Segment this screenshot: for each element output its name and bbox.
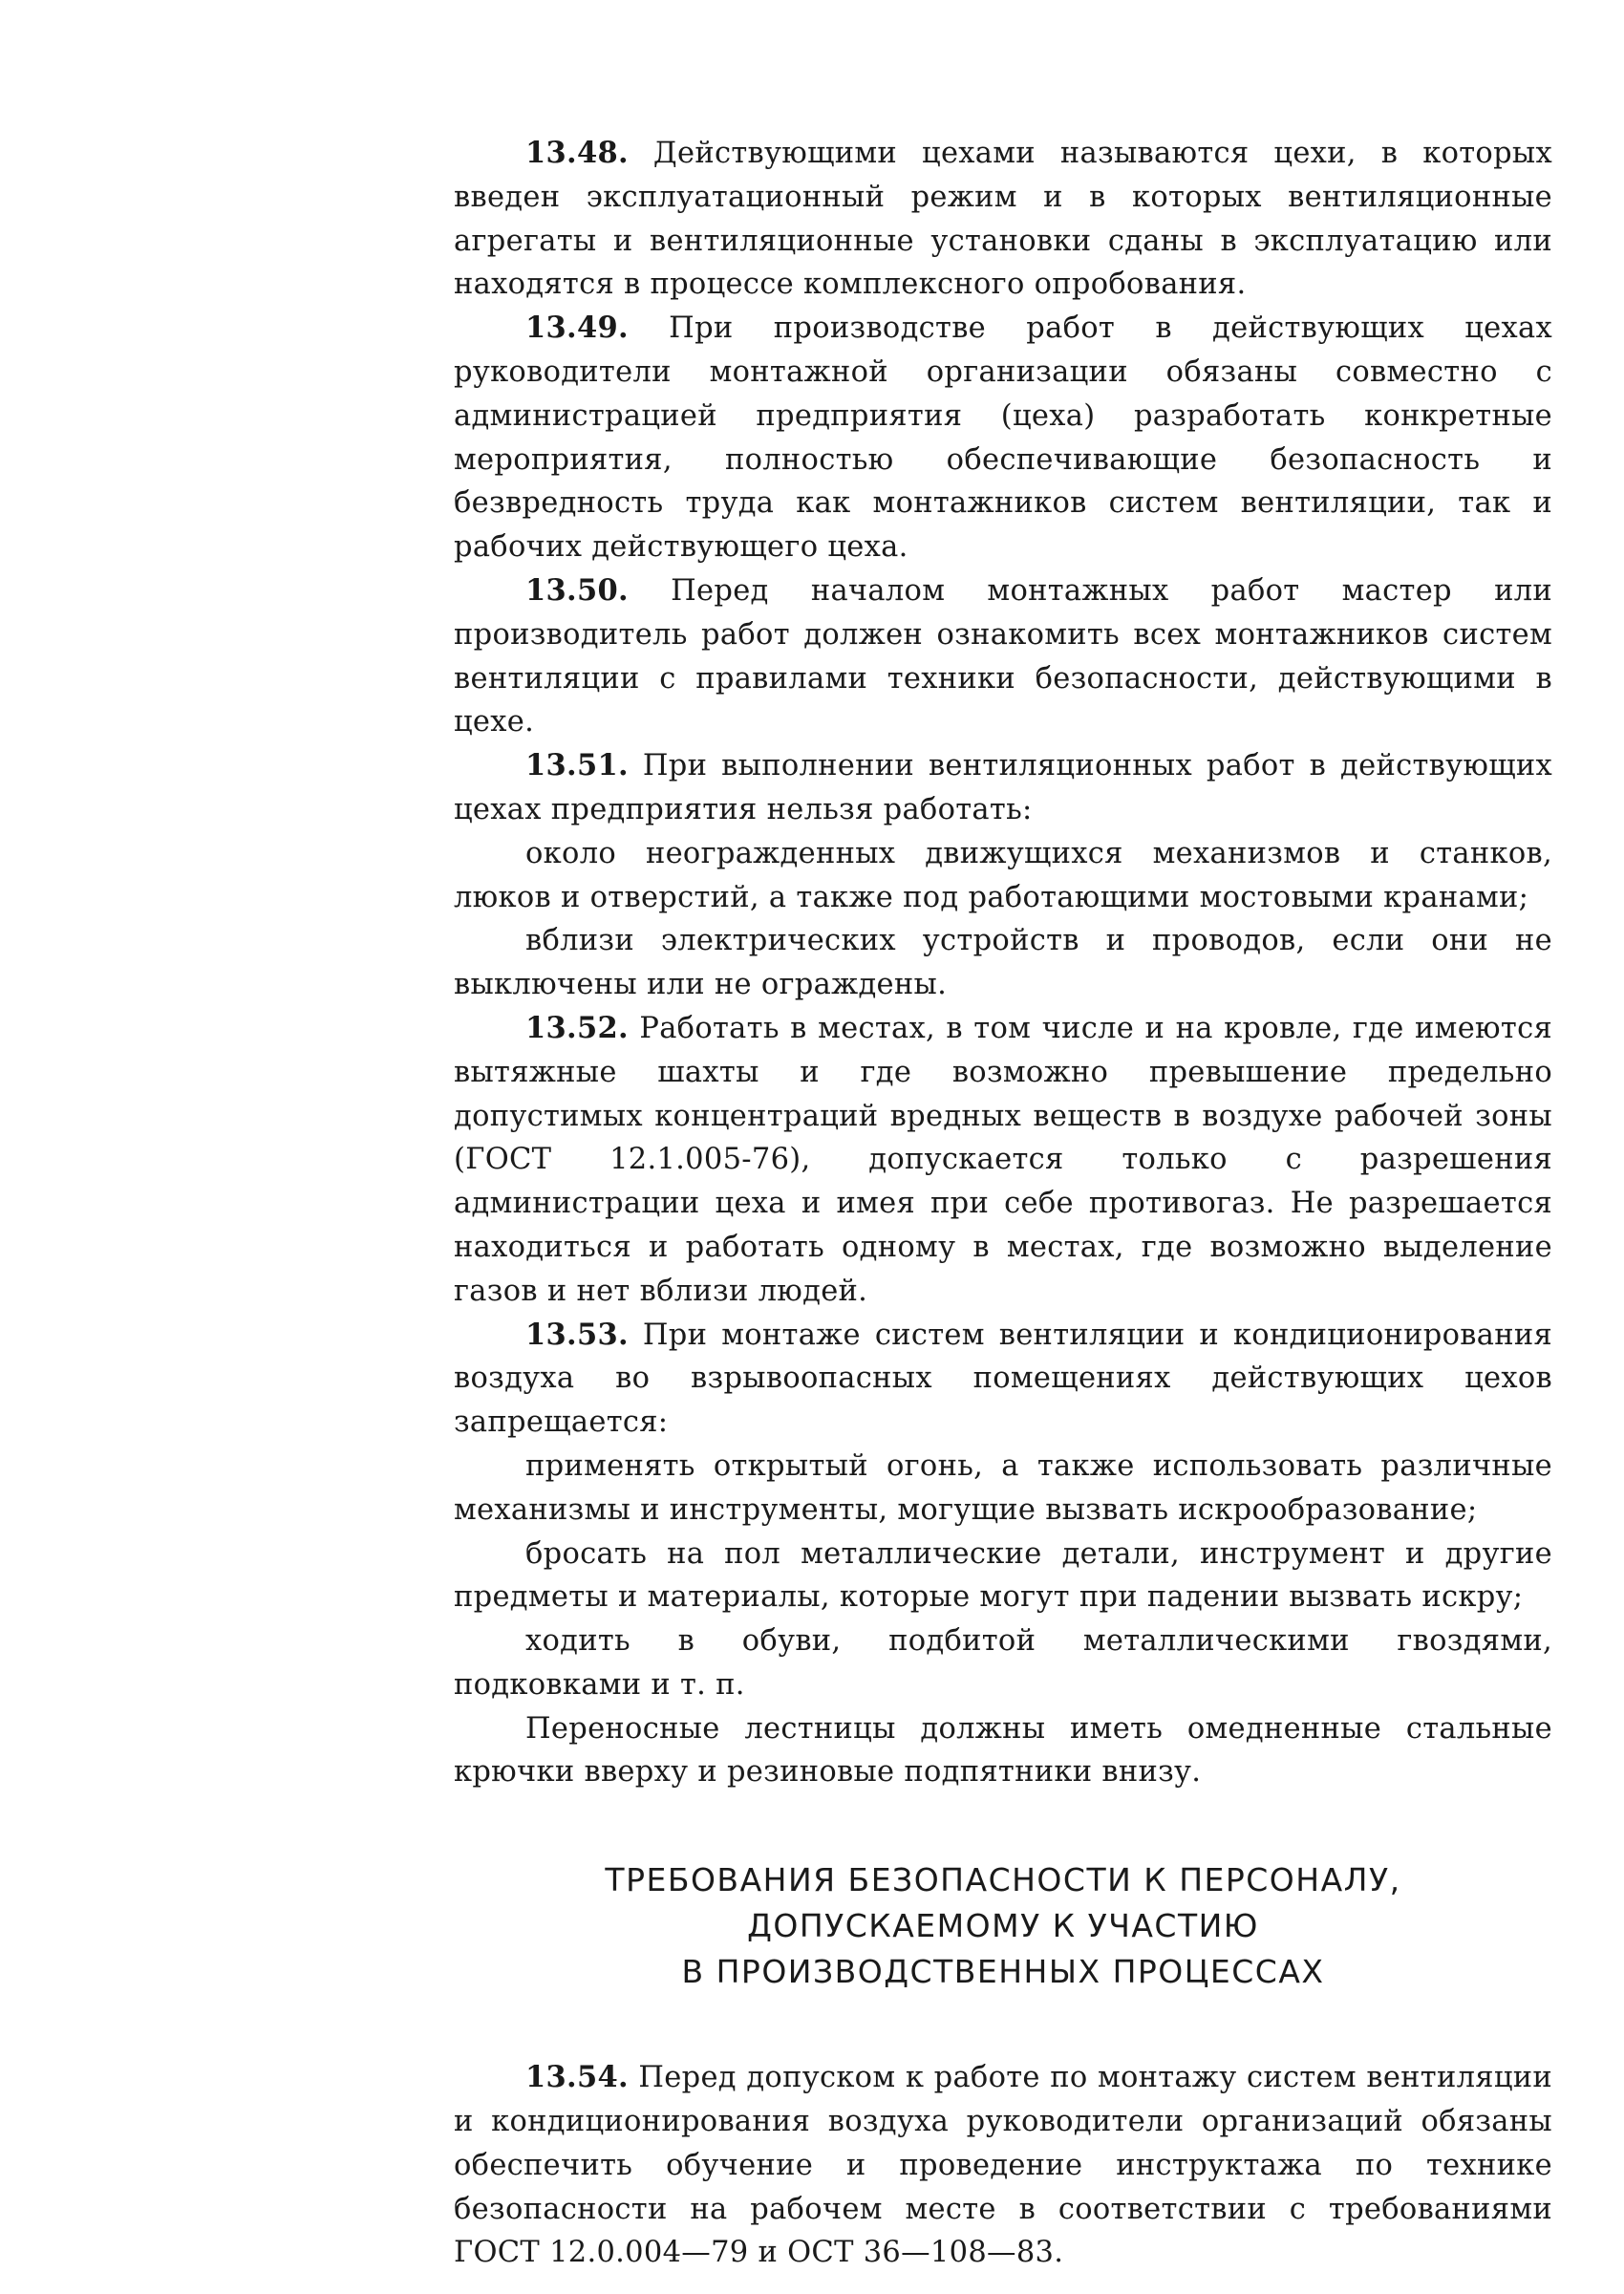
paragraph-number: 13.52. bbox=[525, 1010, 629, 1045]
paragraph-number: 13.50. bbox=[525, 572, 629, 608]
document-body bbox=[454, 132, 1552, 2275]
paragraph-13-51 bbox=[454, 744, 1552, 832]
paragraph-13-54 bbox=[454, 2056, 1552, 2275]
heading-line-1: ТРЕБОВАНИЯ БЕЗОПАСНОСТИ К ПЕРСОНАЛУ, bbox=[605, 1861, 1401, 1899]
paragraph-13-53 bbox=[454, 1314, 1552, 1445]
paragraph-text: Перед началом монтажных работ мастер или производитель работ должен ознакомить всех монтажников систем вентиляции с правилами техники безопасности, действующими в цехе. bbox=[454, 573, 1552, 740]
heading-line-3: В ПРОИЗВОДСТВЕННЫХ ПРОЦЕССАХ bbox=[681, 1953, 1325, 1991]
paragraph-ladders bbox=[454, 1707, 1552, 1795]
paragraph-text: Переносные лестницы должны иметь омедненные стальные крючки вверху и резиновые подпятники внизу. bbox=[454, 1711, 1552, 1790]
paragraph-text: применять открытый огонь, а также использовать различные механизмы и инструменты, могущие вызвать искрообразование; bbox=[454, 1448, 1552, 1527]
list-item-footwear bbox=[454, 1619, 1552, 1707]
list-item-open-fire bbox=[454, 1445, 1552, 1533]
paragraph-number: 13.48. bbox=[525, 136, 629, 170]
paragraph-number: 13.54. bbox=[525, 2060, 629, 2095]
heading-line-2: ДОПУСКАЕМОМУ К УЧАСТИЮ bbox=[747, 1907, 1259, 1945]
paragraph-text: Перед допуском к работе по монтажу систем вентиляции и кондиционирования воздуха руководители организаций обязаны обеспечить обучение и проведение инструктажа по технике безопасности на рабочем месте в соответствии с требованиями ГОСТ 12.0.004—79 и ОСТ 36—108—83. bbox=[454, 2061, 1552, 2270]
paragraph-13-52 bbox=[454, 1007, 1552, 1314]
paragraph-13-50 bbox=[454, 569, 1552, 744]
paragraph-text: ходить в обуви, подбитой металлическими гвоздями, подковками и т. п. bbox=[454, 1624, 1552, 1702]
paragraph-text: При монтаже систем вентиляции и кондиционирования воздуха во взрывоопасных помещениях действующих цехов запрещается: bbox=[454, 1318, 1552, 1440]
paragraph-number: 13.51. bbox=[525, 748, 629, 783]
paragraph-number: 13.49. bbox=[525, 311, 629, 346]
paragraph-text: вблизи электрических устройств и проводов, если они не выключены или не ограждены. bbox=[454, 924, 1552, 1002]
list-item-moving-mechanisms bbox=[454, 832, 1552, 920]
section-heading bbox=[454, 1857, 1552, 1995]
paragraph-text: Действующими цехами называются цехи, в которых введен эксплуатационный режим и в которых вентиляционные агрегаты и вентиляционные установки сданы в эксплуатацию или находятся в процессе комплексного опробования. bbox=[454, 137, 1552, 302]
list-item-electrical-devices bbox=[454, 919, 1552, 1007]
paragraph-text: При выполнении вентиляционных работ в действующих цехах предприятия нельзя работать: bbox=[454, 749, 1552, 826]
paragraph-text: около неогражденных движущихся механизмов и станков, люков и отверстий, а также под работающими мостовыми кранами; bbox=[454, 836, 1552, 914]
paragraph-number: 13.53. bbox=[525, 1317, 629, 1352]
paragraph-13-49 bbox=[454, 307, 1552, 569]
paragraph-text: Работать в местах, в том числе и на кровле, где имеются вытяжные шахты и где возможно превышение предельно допустимых концентраций вредных веществ в воздухе рабочей зоны (ГОСТ 12.1.005-76), допускается только с разрешения администрации цеха и имея при себе противогаз. Не разрешается находиться и работать одному в местах, где возможно выделение газов и нет вблизи людей. bbox=[454, 1011, 1552, 1308]
paragraph-text: При производстве работ в действующих цехах руководители монтажной организации обязаны совместно с администрацией предприятия (цеха) разработать конкретные мероприятия, полностью обеспечивающие безопасность и безвредность труда как монтажников систем вентиляции, так и рабочих действующего цеха. bbox=[454, 311, 1552, 565]
paragraph-text: бросать на пол металлические детали, инструмент и другие предметы и материалы, которые могут при падении вызвать искру; bbox=[454, 1536, 1552, 1615]
paragraph-13-48 bbox=[454, 132, 1552, 307]
list-item-metal-parts bbox=[454, 1533, 1552, 1620]
